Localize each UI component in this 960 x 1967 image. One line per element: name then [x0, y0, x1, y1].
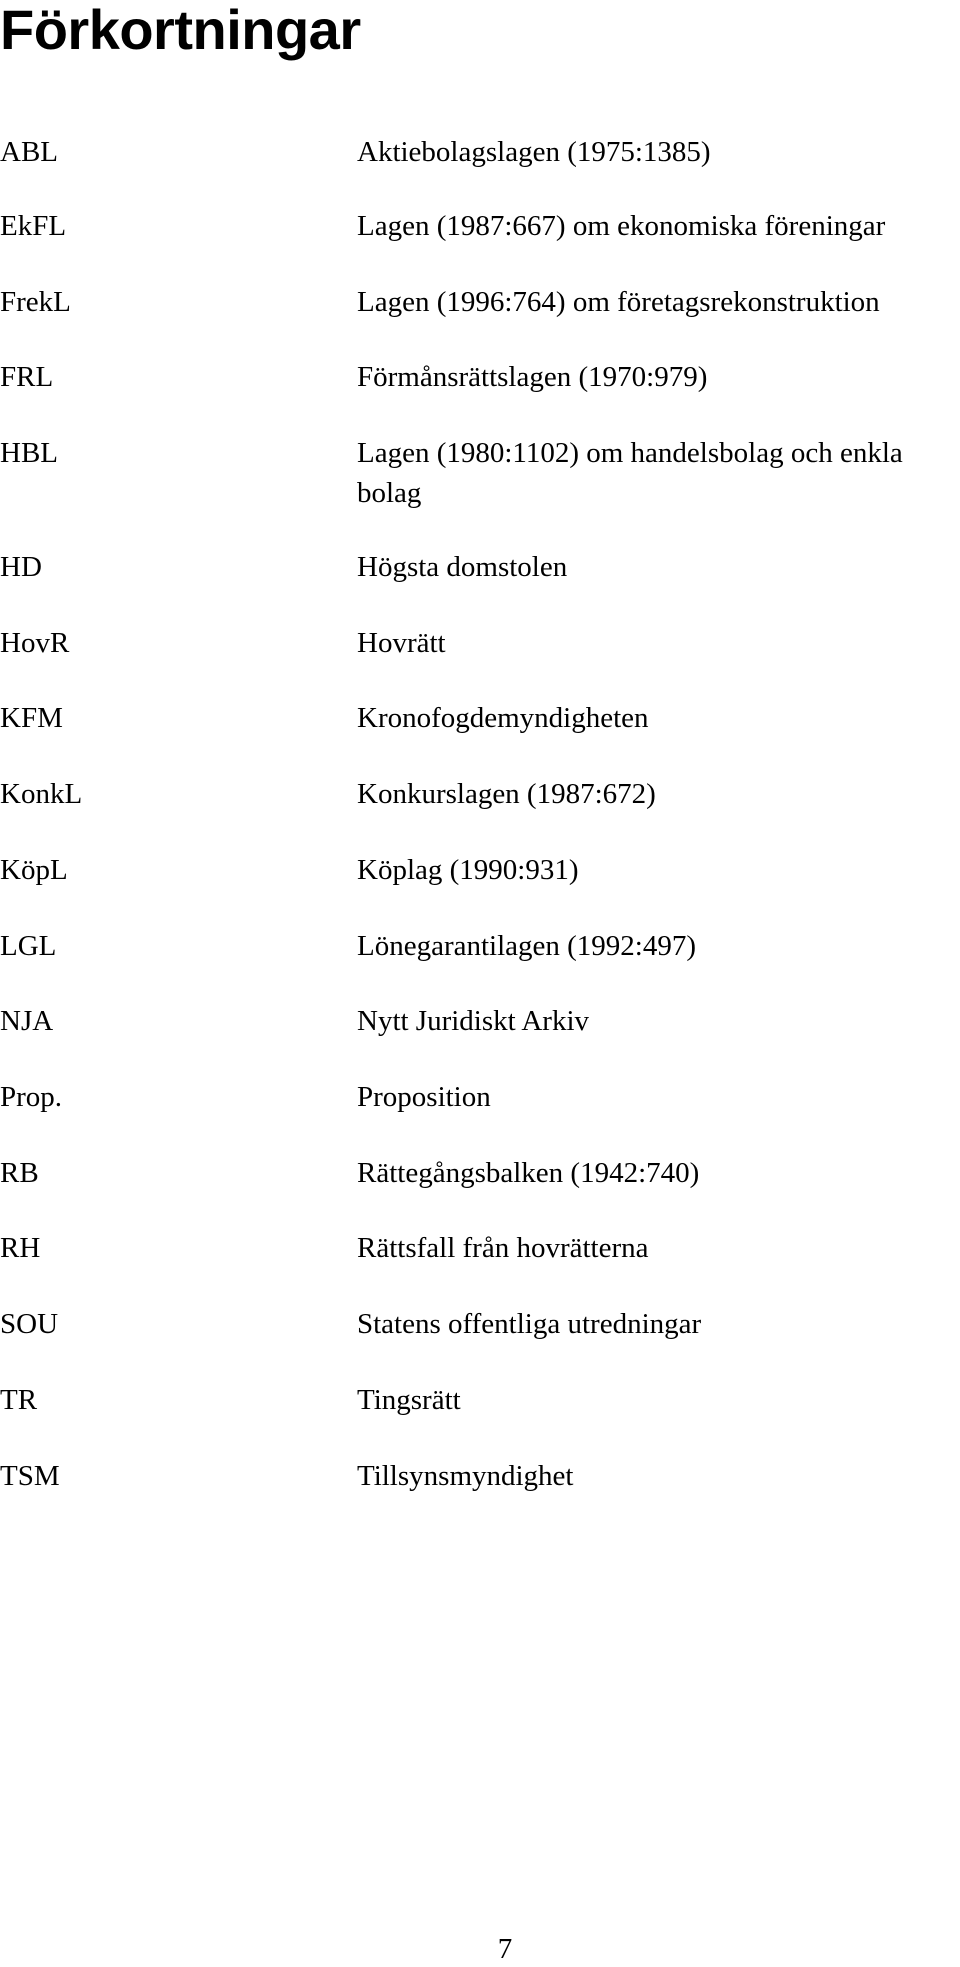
abbreviation-term: SOU	[0, 1308, 59, 1340]
abbreviation-term: KFM	[0, 702, 63, 734]
abbreviation-definition: Aktiebolagslagen (1975:1385)	[357, 136, 711, 168]
abbreviation-definition: Proposition	[357, 1081, 491, 1113]
abbreviation-term: FrekL	[0, 286, 71, 318]
abbreviation-definition: Köplag (1990:931)	[357, 854, 579, 886]
abbreviation-definition: Rättsfall från hovrätterna	[357, 1232, 649, 1264]
abbreviation-term: FRL	[0, 361, 54, 393]
abbreviation-term: KöpL	[0, 854, 68, 886]
abbreviation-definition: Lönegarantilagen (1992:497)	[357, 930, 697, 962]
abbreviation-definition: Statens offentliga utredningar	[357, 1308, 702, 1340]
abbreviation-term: RH	[0, 1232, 41, 1264]
page-title: Förkortningar	[0, 0, 361, 61]
abbreviation-definition: Lagen (1980:1102) om handelsbolag och enkla bolag	[357, 437, 903, 509]
abbreviation-definition: Förmånsrättslagen (1970:979)	[357, 361, 708, 393]
abbreviation-term: ABL	[0, 136, 58, 168]
abbreviation-definition: Rättegångsbalken (1942:740)	[357, 1157, 700, 1189]
abbreviation-definition: Tillsynsmyndighet	[357, 1460, 574, 1492]
page-number: 7	[497, 1933, 513, 1965]
abbreviation-term: LGL	[0, 930, 57, 962]
abbreviation-term: RB	[0, 1157, 39, 1189]
abbreviation-term: NJA	[0, 1005, 54, 1037]
abbreviation-definition: Lagen (1987:667) om ekonomiska föreningar	[357, 210, 886, 242]
abbreviation-term: EkFL	[0, 210, 67, 242]
abbreviation-term: TR	[0, 1384, 38, 1416]
abbreviation-definition: Konkurslagen (1987:672)	[357, 778, 656, 810]
abbreviation-term: Prop.	[0, 1081, 63, 1113]
abbreviation-definition: Kronofogdemyndigheten	[357, 702, 649, 734]
abbreviation-term: TSM	[0, 1460, 60, 1492]
abbreviation-definition: Lagen (1996:764) om företagsrekonstruktion	[357, 286, 880, 318]
abbreviation-definition: Tingsrätt	[357, 1384, 461, 1416]
abbreviation-term: HovR	[0, 627, 70, 659]
abbreviation-definition: Hovrätt	[357, 627, 446, 659]
abbreviation-term: HD	[0, 551, 42, 583]
abbreviation-term: HBL	[0, 437, 58, 469]
abbreviation-definition: Nytt Juridiskt Arkiv	[357, 1005, 590, 1037]
abbreviation-term: KonkL	[0, 778, 83, 810]
abbreviation-definition: Högsta domstolen	[357, 551, 568, 583]
